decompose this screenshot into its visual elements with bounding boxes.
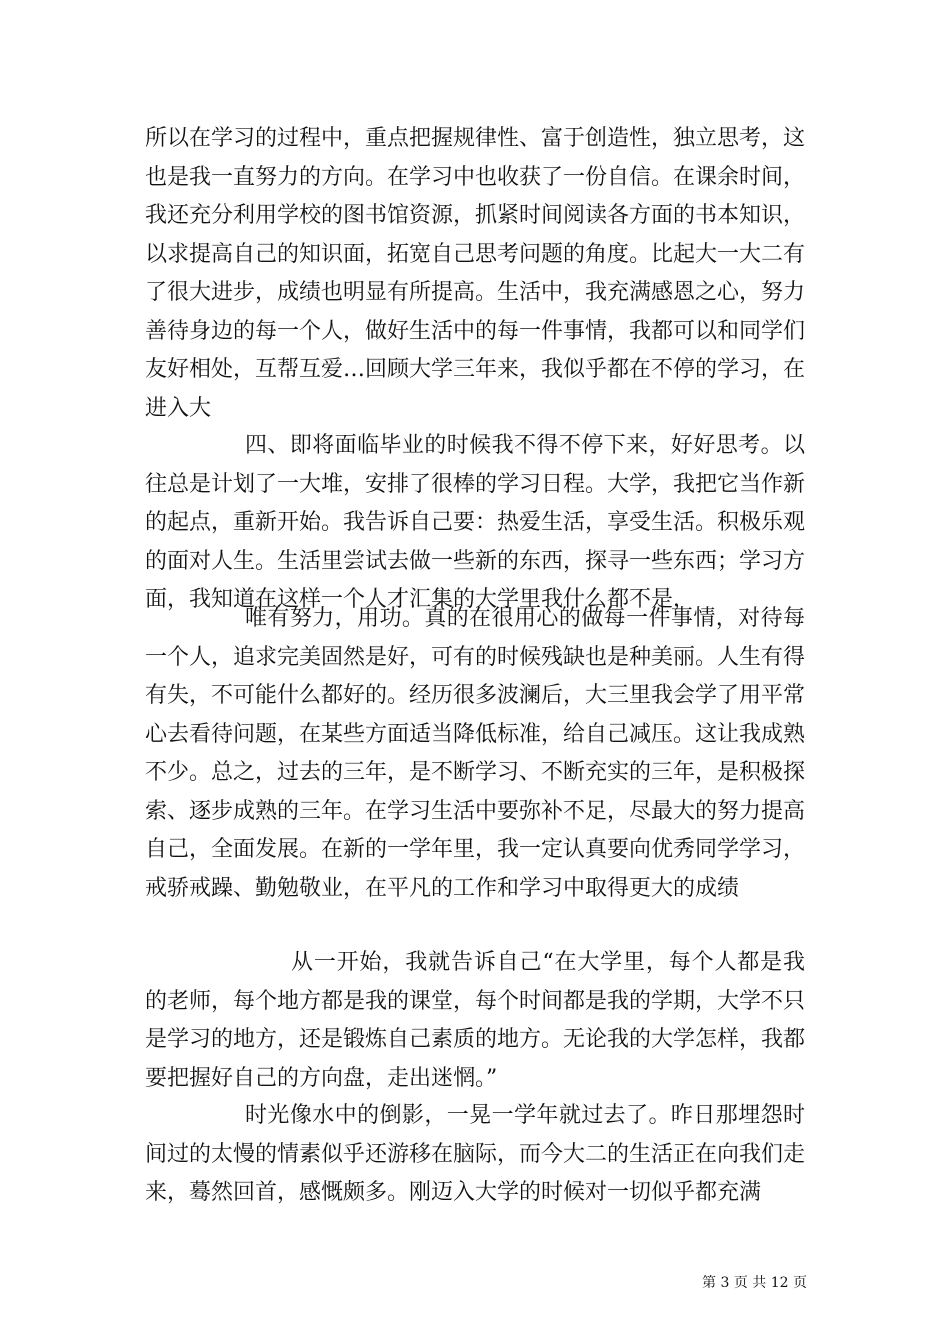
paragraph-3: 唯有努力，用功。真的在很用心的做每一件事情，对待每一个人，追求完美固然是好，可有的时候残缺也是种美丽。人生有得有失，不可能什么都好的。经历很多波澜后，大三里我会学了用平常心去看待问题，在某些方面适当降低标准，给自己减压。这让我成熟不少。总之，过去的三年，是不断学习、不断充实的三年，是积极探索、逐步成熟的三年。在学习生活中要弥补不足，尽最大的努力提高自己，全面发展。在新的一学年里，我一定认真要向优秀同学学习，戒骄戒躁、勤勉敬业，在平凡的工作和学习中取得更大的成绩 — [145, 606, 806, 901]
page-number-footer: 第 3 页 共 12 页 — [702, 1275, 807, 1291]
paragraph-1: 所以在学习的过程中，重点把握规律性、富于创造性，独立思考，这也是我一直努力的方向。在学习中也收获了一份自信。在课余时间，我还充分利用学校的图书馆资源，抓紧时间阅读各方面的书本知识，以求提高自己的知识面，拓宽自己思考问题的角度。比起大一大二有了很大进步，成绩也明显有所提高。生活中，我充满感恩之心，努力善待身边的每一个人，做好生活中的每一件事情，我都可以和同学们友好相处，互帮互爱…回顾大学三年来，我似乎都在不停的学习，在进入大 — [145, 126, 806, 421]
paragraph-2: 四、即将面临毕业的时候我不得不停下来，好好思考。以往总是计划了一大堆，安排了很棒的学习日程。大学，我把它当作新的起点，重新开始。我告诉自己要：热爱生活，享受生活。积极乐观的面对人生。生活里尝试去做一些新的东西，探寻一些东西；学习方面，我知道在这样一个人才汇集的大学里我什么都不是， — [145, 433, 806, 612]
paragraph-5: 时光像水中的倒影，一晃一学年就过去了。昨日那埋怨时间过的太慢的情素似乎还游移在脑际，而今大二的生活正在向我们走来，蓦然回首，感慨颇多。刚迈入大学的时候对一切似乎都充满 — [145, 1103, 806, 1205]
paragraph-4: 从一开始，我就告诉自己“在大学里，每个人都是我的老师，每个地方都是我的课堂，每个时间都是我的学期，大学不只是学习的地方，还是锻炼自己素质的地方。无论我的大学怎样，我都要把握好自己的方向盘，走出迷惘。” — [145, 950, 806, 1091]
